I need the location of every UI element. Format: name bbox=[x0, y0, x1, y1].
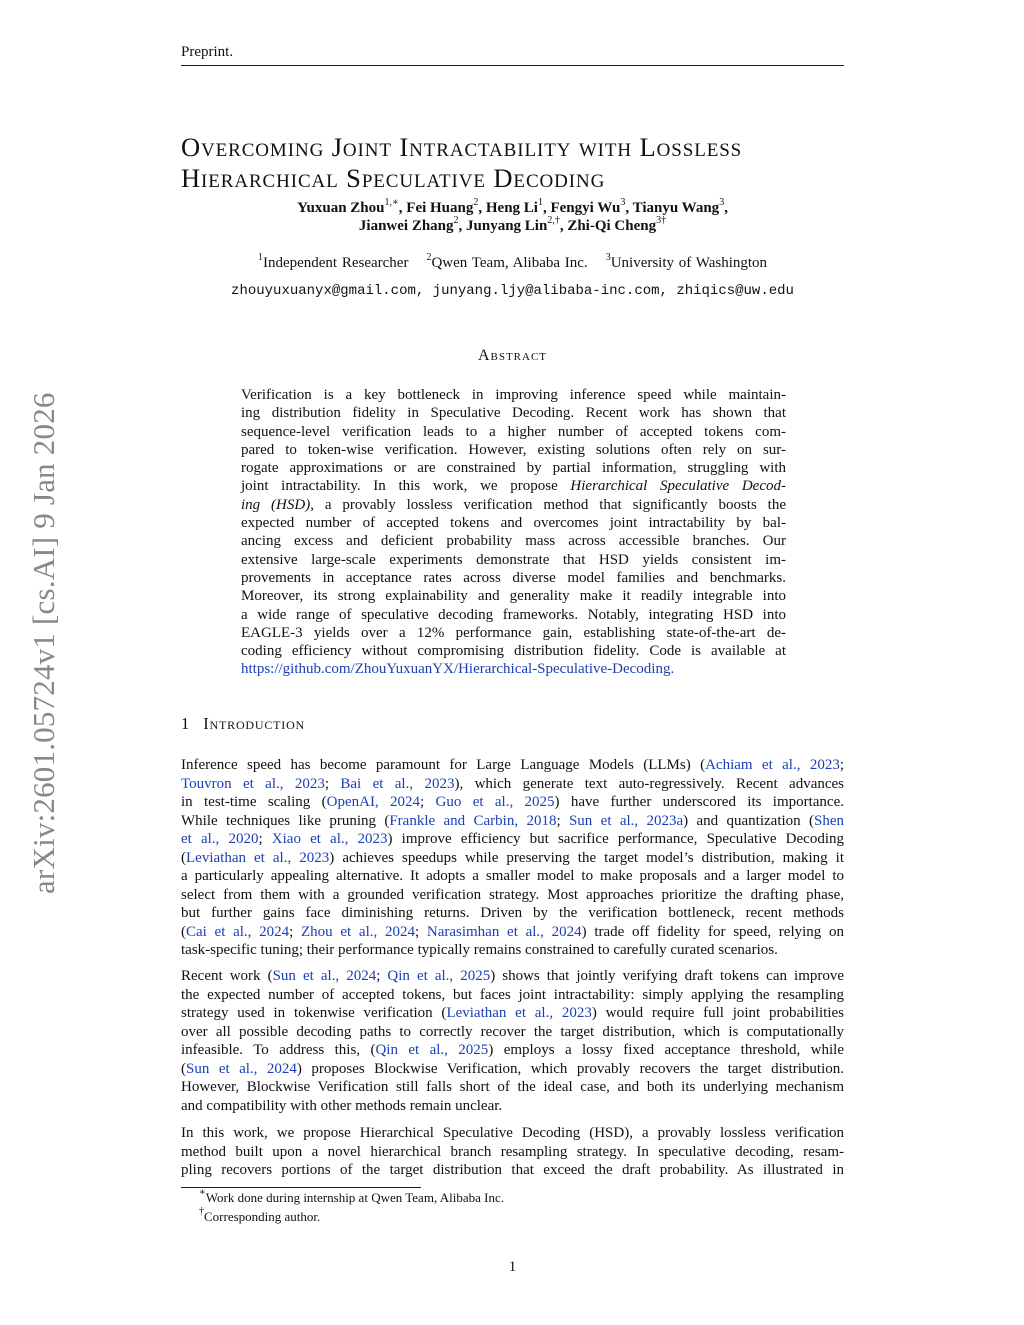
citation-link[interactable]: OpenAI, 2024 bbox=[326, 794, 421, 810]
abstract-line: extensive large-scale experiments demonstrate that HSD yields consistent im- bbox=[241, 551, 786, 568]
section-number: 1 bbox=[181, 714, 190, 733]
author-affiliation-mark: 3† bbox=[656, 215, 667, 226]
abstract-line: expected number of accepted tokens and overcomes joint intractability by bal- bbox=[241, 515, 786, 532]
paragraph-line: Touvron et al., 2023; Bai et al., 2023), which generate text auto-regressively. Recent advances bbox=[181, 775, 845, 792]
paragraph-line: pling recovers portions of the target distribution that exceed the draft probability. As illustrated in bbox=[181, 1162, 844, 1178]
arxiv-identifier: arXiv:2601.05724v1 [cs.AI] 9 Jan 2026 bbox=[26, 392, 61, 894]
citation-link[interactable]: Frankle and Carbin, 2018 bbox=[389, 812, 557, 829]
citation-link[interactable]: Bai et al., 2023 bbox=[340, 775, 455, 792]
paragraph-line: (Leviathan et al., 2023) achieves speedups while preserving the target model’s distribution, making it bbox=[181, 849, 844, 866]
citation-link[interactable]: Sun et al., 2023a bbox=[568, 812, 684, 829]
citation-link[interactable]: Guo et al., 2025 bbox=[435, 794, 555, 810]
author-name: Yuxuan Zhou$^{1,∗}$ bbox=[297, 197, 399, 216]
title-line-2: Hierarchical Speculative Decoding bbox=[181, 163, 606, 193]
running-header: Preprint. bbox=[181, 44, 234, 60]
paragraph-line: select from them with a grounded verification strategy. Most approaches prioritize the drafting phase, bbox=[181, 886, 844, 903]
paragraph-line: task-specific tuning; their performance typically remains constrained to carefully curated scenarios. bbox=[181, 942, 778, 958]
abstract-line: rogate approximations or are constrained by partial information, struggling with bbox=[241, 460, 786, 477]
citation-link[interactable]: Narasimhan et al., 2024 bbox=[426, 923, 582, 940]
citation-link[interactable]: Xiao et al., 2023 bbox=[271, 831, 388, 847]
citation-link[interactable]: Qin et al., 2025 bbox=[375, 1042, 489, 1058]
citation-link[interactable]: Achiam et al., 2023 bbox=[705, 757, 840, 773]
author-name: Tianyu Wang$^3$ bbox=[632, 197, 725, 216]
title-line-1: Overcoming Joint Intractability with Lossless bbox=[181, 132, 743, 162]
author-name: Jianwei Zhang$^2$ bbox=[358, 215, 459, 234]
intro-paragraph-3 bbox=[181, 1124, 844, 1180]
author-list-line-1: Yuxuan Zhou$^{1,∗}$, Fei Huang$^2$, Heng Li$^1$, Fengyi Wu$^3$, Tianyu Wang$^3$, bbox=[297, 197, 728, 216]
citation-link[interactable]: Sun et al., 2024 bbox=[272, 968, 377, 984]
paragraph-line: et al., 2020; Xiao et al., 2023) improve efficiency but sacrifice performance, Speculative Decoding bbox=[181, 831, 845, 847]
paragraph-line: However, Blockwise Verification still falls short of the ideal case, and both its underlying mechanism bbox=[181, 1079, 844, 1095]
affiliation-item: $^3$University of Washington bbox=[605, 252, 768, 271]
citation-link[interactable]: Cai et al., 2024 bbox=[186, 923, 290, 940]
abstract-line: Moreover, its strong explainability and generality make it readily integrable into bbox=[241, 588, 786, 605]
citation-link[interactable]: Shen bbox=[814, 812, 845, 829]
author-name: Fei Huang$^2$ bbox=[406, 197, 479, 216]
paragraph-line: Inference speed has become paramount for Large Language Models (LLMs) (Achiam et al., 2023; bbox=[181, 757, 844, 773]
footnote-2-text: Corresponding author. bbox=[204, 1209, 321, 1224]
author-affiliation-mark: 2 bbox=[473, 197, 479, 208]
footnote-2 bbox=[199, 1206, 321, 1225]
section-title: Introduction bbox=[203, 714, 306, 733]
abstract-line: provements in acceptance rates across diverse model families and benchmarks. bbox=[241, 569, 786, 586]
abstract-line: coding efficiency without compromising distribution fidelity. Code is available at bbox=[241, 643, 786, 660]
paragraph-line: a particularly appealing alternative. It adopts a smaller model to make proposals and a larger model to bbox=[181, 868, 844, 884]
paragraph-line: (Cai et al., 2024; Zhou et al., 2024; Narasimhan et al., 2024) trade off fidelity for speed, relying on bbox=[181, 923, 845, 940]
abstract-line bbox=[241, 660, 786, 678]
paragraph-line: in test-time scaling (OpenAI, 2024; Guo et al., 2025) have further underscored its importance. bbox=[181, 794, 844, 810]
affiliations bbox=[181, 252, 844, 272]
paper-title bbox=[181, 132, 851, 194]
author-affiliation-mark: 1 bbox=[537, 197, 543, 208]
page-number: 1 bbox=[508, 1259, 517, 1275]
paragraph-line: and compatibility with other methods remain unclear. bbox=[181, 1097, 503, 1114]
citation-link[interactable]: et al., 2020 bbox=[181, 831, 259, 847]
footnote-2-mark: † bbox=[199, 1206, 204, 1217]
author-name: Fengyi Wu$^3$ bbox=[550, 197, 626, 216]
abstract-line: EAGLE-3 yields over a 12% performance gain, establishing state-of-the-art de- bbox=[241, 624, 786, 641]
citation-link[interactable]: Leviathan et al., 2023 bbox=[186, 849, 330, 866]
author-name: Heng Li$^1$ bbox=[485, 197, 543, 216]
paragraph-line: method built upon a novel hierarchical branch resampling strategy. In speculative decoding, resam- bbox=[181, 1143, 844, 1160]
author-affiliation-mark: 2 bbox=[453, 215, 459, 226]
footnote-1-text: Work done during internship at Qwen Team, Alibaba Inc. bbox=[205, 1190, 504, 1205]
intro-paragraph-1 bbox=[181, 756, 844, 960]
abstract-line: Verification is a key bottleneck in improving inference speed while maintain- bbox=[241, 387, 786, 403]
intro-paragraph-2 bbox=[181, 967, 844, 1115]
citation-link[interactable]: Touvron et al., 2023 bbox=[181, 775, 325, 792]
abstract-line: sequence-level verification leads to a higher number of accepted tokens com- bbox=[241, 423, 786, 440]
author-affiliation-mark: 3 bbox=[620, 197, 626, 208]
footnote-1 bbox=[199, 1187, 504, 1206]
citation-link[interactable]: Zhou et al., 2024 bbox=[301, 923, 415, 940]
paragraph-line: but further gains face diminishing returns. Driven by the verification bottleneck, recent methods bbox=[181, 905, 844, 921]
abstract-line: pared to token-wise verification. However, existing solutions often rely on sur- bbox=[241, 441, 786, 458]
abstract-line: a wide range of speculative decoding frameworks. Notably, integrating HSD into bbox=[241, 606, 786, 623]
abstract-line: ing (HSD), a provably lossless verification method that significantly boosts the bbox=[241, 496, 787, 513]
paragraph-line: strategy used in tokenwise verification (Leviathan et al., 2023) would require full joint probabilities bbox=[181, 1005, 844, 1021]
author-affiliation-mark: 1,∗ bbox=[384, 197, 399, 208]
author-list-line-2: Jianwei Zhang$^2$, Junyang Lin$^{2,\dagger}$, Zhi-Qi Cheng$^{3\dagger}$ bbox=[358, 215, 667, 234]
paragraph-line: Recent work (Sun et al., 2024; Qin et al., 2025) shows that jointly verifying draft tokens can improve bbox=[181, 968, 845, 984]
abstract-heading: Abstract bbox=[477, 347, 548, 364]
paragraph-line: infeasible. To address this, (Qin et al., 2025) employs a lossy fixed acceptance threshold, while bbox=[181, 1042, 844, 1058]
citation-link[interactable]: Sun et al., 2024 bbox=[186, 1060, 297, 1077]
header-rule bbox=[181, 65, 844, 66]
paragraph-line: over all possible decoding paths to correctly recover the target distribution, which is computationally bbox=[181, 1023, 844, 1040]
abstract-line: ing distribution fidelity in Speculative Decoding. Recent work has shown that bbox=[241, 405, 786, 422]
author-name: Zhi-Qi Cheng$^{3\dagger}$ bbox=[567, 215, 667, 234]
paragraph-line: In this work, we propose Hierarchical Speculative Decoding (HSD), a provably lossless verification bbox=[181, 1125, 844, 1141]
footnote-rule bbox=[181, 1187, 421, 1188]
author-name: Junyang Lin$^{2,\dagger}$ bbox=[466, 215, 560, 234]
paragraph-line: While techniques like pruning (Frankle and Carbin, 2018; Sun et al., 2023a) and quantization (Shen bbox=[181, 812, 845, 829]
affiliation-item: $^2$Qwen Team, Alibaba Inc. bbox=[426, 252, 588, 271]
author-affiliation-mark: 3 bbox=[719, 197, 725, 208]
author-emails: zhouyuxuanyx@gmail.com, junyang.ljy@alibaba-inc.com, zhiqics@uw.edu bbox=[231, 283, 794, 299]
affiliation-item: $^1$Independent Researcher bbox=[257, 252, 409, 271]
abstract-line: joint intractability. In this work, we propose Hierarchical Speculative Decod- bbox=[241, 478, 786, 495]
section-heading bbox=[181, 714, 305, 734]
footnote-1-mark: ∗ bbox=[199, 1187, 206, 1198]
paragraph-line: the expected number of accepted tokens, but faces joint intractability: simply applying the resampling bbox=[181, 986, 844, 1003]
abstract-body bbox=[241, 386, 786, 679]
citation-link[interactable]: Qin et al., 2025 bbox=[387, 968, 491, 984]
code-repository-link[interactable]: https://github.com/ZhouYuxuanYX/Hierarchical-Speculative-Decoding. bbox=[241, 661, 675, 678]
paragraph-line: (Sun et al., 2024) proposes Blockwise Verification, which provably recovers the target distribution. bbox=[181, 1060, 844, 1077]
author-affiliation-mark: 2,† bbox=[547, 215, 560, 226]
abstract-line: ancing excess and deficient probability mass across accessible branches. Our bbox=[241, 533, 786, 550]
citation-link[interactable]: Leviathan et al., 2023 bbox=[446, 1005, 592, 1021]
